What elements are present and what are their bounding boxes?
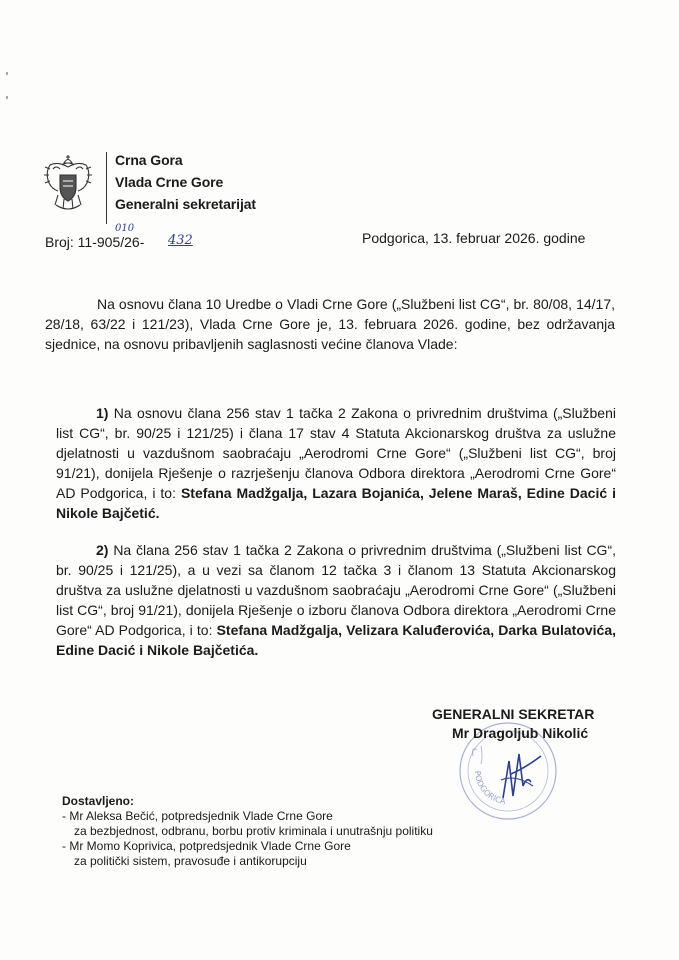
distribution-list [62, 794, 433, 869]
scan-mark [6, 96, 8, 99]
item-number: 2) [96, 542, 109, 558]
item-number: 1) [96, 405, 109, 421]
recipient-line: - Mr Aleksa Bečić, potpredsjednik Vlade Crne Gore [62, 809, 333, 823]
letterhead [115, 149, 256, 215]
signatory-name: Mr Dragoljub Nikolić [452, 725, 589, 741]
item-names: Stefana Madžgalja, Velizara Kaluđerovića, Darka Bulatovića, Edine Dacić i Nikole Bajčetića. [56, 622, 617, 658]
svg-text:PODGORICA: PODGORICA [472, 770, 507, 806]
header-government: Vlada Crne Gore [115, 174, 224, 190]
recipient-line: za bezbjednost, odbranu, borbu protiv kriminala i unutrašnju politiku [74, 824, 433, 838]
signatory-title: GENERALNI SEKRETAR [432, 706, 595, 722]
coat-of-arms-icon [42, 153, 94, 215]
scan-mark [6, 72, 8, 75]
recipient-line: - Mr Momo Koprivica, potpredsjednik Vlade Crne Gore [62, 839, 351, 853]
item-text: Na člana 256 stav 1 tačka 2 Zakona o privrednim društvima („Službeni list CG“, br. 90/25 i 121/25), a u vezi sa članom 12 tačka 3 i članom 13 Statuta Akcionarskog društva za uslužne djelatnosti u vazdušnom saobraćaju „Aerodromi Crne Gore“ („Službeni list CG“, broj 91/21), donijela Rješenje o izboru članova Odbora direktora „Aerodromi Crne Gore“ AD Podgorica, i to: [56, 542, 616, 638]
handwritten-number: 432 [168, 233, 193, 248]
place-date: Podgorica, 13. februar 2026. godine [362, 230, 586, 246]
distribution-title: Dostavljeno: [62, 794, 135, 808]
item-names: Stefana Madžgalja, Lazara Bojanića, Jelene Maraš, Edine Dacić i Nikole Bajčetić. [56, 485, 616, 521]
reference-number: Broj: 11-905/26- [45, 234, 145, 250]
header-divider [106, 152, 107, 224]
signature-block [432, 705, 594, 743]
decision-item-1 [56, 403, 616, 523]
intro-paragraph: Na osnovu člana 10 Uredbe o Vladi Crne Gore („Službeni list CG“, br. 80/08, 14/17, 28/18, 63/22 i 121/23), Vlada Crne Gore je, 13. februara 2026. godine, bez održavanja sjednice, na osnovu pribavljenih saglasnosti većine članova Vlade: [45, 296, 615, 352]
item-text: Na osnovu člana 256 stav 1 tačka 2 Zakona o privrednim društvima („Službeni list CG“, br. 90/25 i 121/25) i člana 17 stav 4 Statuta Akcionarskog društva za uslužne djelatnosti u vazdušnom saobraćaju „Aerodromi Crne Gore“ („Službeni list CG“, broj 91/21), donijela Rješenje o razrješenju članova Odbora direktora „Aerodromi Crne Gore“ AD Podgorica, i to: [56, 405, 616, 501]
handwritten-correction: 010 [115, 223, 135, 234]
header-country: Crna Gora [115, 152, 183, 168]
decision-item-2 [56, 540, 616, 660]
header-secretariat: Generalni sekretarijat [115, 196, 256, 212]
recipient-line: za politički sistem, pravosuđe i antikorupciju [74, 854, 307, 868]
